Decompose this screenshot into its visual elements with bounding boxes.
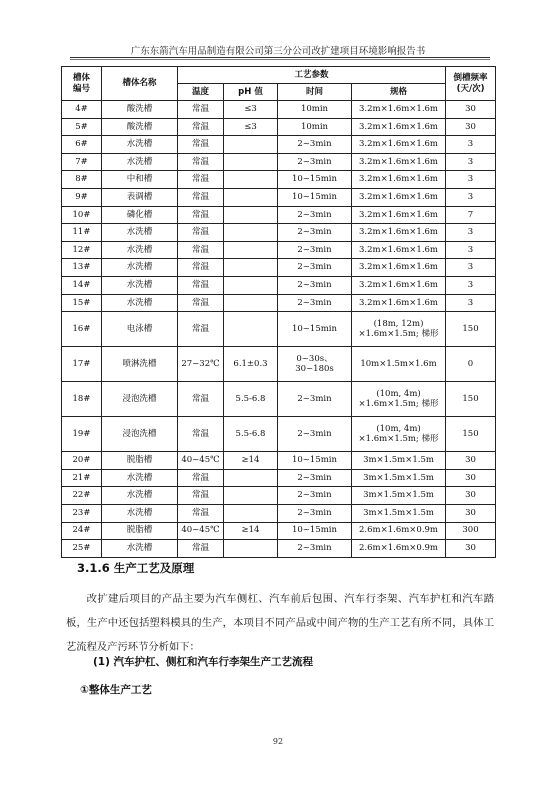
cell-time: 2~3min	[278, 206, 352, 224]
cell-tank-no: 16#	[62, 312, 102, 347]
cell-tank-name: 水洗槽	[102, 259, 178, 277]
cell-spec: 3m×1.5m×1.5m	[352, 469, 446, 487]
cell-ph	[224, 206, 278, 224]
cell-time: 10~15min	[278, 171, 352, 189]
cell-temperature: 常温	[178, 276, 224, 294]
table-row	[62, 504, 496, 522]
cell-time: 2~3min	[278, 382, 352, 417]
cell-tank-no: 24#	[62, 522, 102, 540]
subheading-overall-process: ①整体生产工艺	[80, 684, 152, 696]
cell-tank-name: 水洗槽	[102, 136, 178, 154]
cell-frequency: 30	[446, 469, 496, 487]
cell-tank-no: 22#	[62, 487, 102, 505]
cell-time: 2~3min	[278, 417, 352, 452]
cell-spec: 3.2m×1.6m×1.6m	[352, 259, 446, 277]
col-header-spec: 规格	[352, 84, 446, 101]
cell-spec: 3.2m×1.6m×1.6m	[352, 276, 446, 294]
cell-temperature: 常温	[178, 224, 224, 242]
col-header-time: 时间	[278, 84, 352, 101]
table-row	[62, 224, 496, 242]
cell-frequency: 30	[446, 118, 496, 136]
cell-ph: ≤3	[224, 101, 278, 119]
cell-tank-name: 酸洗槽	[102, 101, 178, 119]
cell-tank-name: 水洗槽	[102, 469, 178, 487]
cell-frequency: 3	[446, 224, 496, 242]
cell-spec: 3.2m×1.6m×1.6m	[352, 294, 446, 312]
cell-time: 2~3min	[278, 469, 352, 487]
cell-time: 2~3min	[278, 540, 352, 558]
cell-temperature: 常温	[178, 540, 224, 558]
cell-ph: ≥14	[224, 452, 278, 470]
cell-temperature: 常温	[178, 504, 224, 522]
page-number: 92	[272, 737, 284, 746]
cell-tank-name: 浸泡洗槽	[102, 417, 178, 452]
cell-tank-name: 水洗槽	[102, 224, 178, 242]
cell-frequency: 0	[446, 347, 496, 382]
cell-frequency: 30	[446, 487, 496, 505]
cell-ph: 5.5-6.8	[224, 382, 278, 417]
table-row	[62, 206, 496, 224]
table-row	[62, 259, 496, 277]
cell-ph: 5.5-6.8	[224, 417, 278, 452]
cell-temperature: 常温	[178, 118, 224, 136]
cell-tank-name: 脱脂槽	[102, 452, 178, 470]
cell-tank-no: 11#	[62, 224, 102, 242]
cell-tank-name: 水洗槽	[102, 504, 178, 522]
cell-tank-no: 23#	[62, 504, 102, 522]
cell-time: 10~15min	[278, 188, 352, 206]
cell-tank-no: 9#	[62, 188, 102, 206]
page-header-title: 广东东箭汽车用品制造有限公司第三分公司改扩建项目环境影响报告书	[130, 46, 426, 57]
cell-spec: (10m, 4m) ×1.6m×1.5m; 梯形	[352, 382, 446, 417]
cell-time: 0~30s、 30~180s	[278, 347, 352, 382]
cell-tank-name: 中和槽	[102, 171, 178, 189]
cell-temperature: 常温	[178, 312, 224, 347]
table-row	[62, 417, 496, 452]
subheading-process-flow: (1) 汽车护杠、侧杠和汽车行李架生产工艺流程	[93, 656, 314, 668]
paragraph-text: 改扩建后项目的产品主要为汽车侧杠、汽车前后包围、汽车行李架、汽车护杠和汽车踏板，生产中还包括塑料模具的生产，本项目不同产品或中间产物的生产工艺有所不同，具体工艺流程及产污环节分析如下：	[66, 593, 494, 653]
cell-tank-name: 水洗槽	[102, 153, 178, 171]
section-paragraph	[66, 587, 494, 659]
cell-time: 10min	[278, 118, 352, 136]
header-rule	[70, 57, 490, 58]
cell-tank-no: 21#	[62, 469, 102, 487]
cell-tank-no: 6#	[62, 136, 102, 154]
cell-tank-no: 10#	[62, 206, 102, 224]
cell-time: 2~3min	[278, 487, 352, 505]
process-parameter-table	[61, 66, 496, 558]
cell-temperature: 40~45℃	[178, 452, 224, 470]
table-row	[62, 276, 496, 294]
cell-frequency: 3	[446, 136, 496, 154]
section-heading: 3.1.6 生产工艺及原理	[77, 561, 195, 575]
cell-tank-no: 12#	[62, 241, 102, 259]
table-row	[62, 522, 496, 540]
cell-frequency: 3	[446, 241, 496, 259]
cell-ph	[224, 188, 278, 206]
cell-frequency: 3	[446, 153, 496, 171]
table-row	[62, 118, 496, 136]
cell-tank-name: 水洗槽	[102, 294, 178, 312]
cell-spec: 3.2m×1.6m×1.6m	[352, 241, 446, 259]
col-header-tank-no: 槽体 编号	[62, 67, 102, 101]
cell-ph	[224, 294, 278, 312]
cell-spec: 3.2m×1.6m×1.6m	[352, 136, 446, 154]
cell-tank-no: 7#	[62, 153, 102, 171]
cell-frequency: 3	[446, 276, 496, 294]
table-row	[62, 294, 496, 312]
cell-tank-no: 18#	[62, 382, 102, 417]
cell-temperature: 常温	[178, 382, 224, 417]
cell-time: 10~15min	[278, 522, 352, 540]
cell-spec: 3.2m×1.6m×1.6m	[352, 153, 446, 171]
cell-tank-name: 浸泡洗槽	[102, 382, 178, 417]
table-row	[62, 101, 496, 119]
cell-tank-name: 水洗槽	[102, 540, 178, 558]
cell-tank-name: 酸洗槽	[102, 118, 178, 136]
cell-spec: 3m×1.5m×1.5m	[352, 452, 446, 470]
cell-frequency: 3	[446, 171, 496, 189]
cell-temperature: 常温	[178, 487, 224, 505]
col-header-process-params: 工艺参数	[178, 67, 446, 84]
cell-ph	[224, 224, 278, 242]
cell-spec: (18m, 12m) ×1.6m×1.5m; 梯形	[352, 312, 446, 347]
cell-ph: 6.1±0.3	[224, 347, 278, 382]
cell-ph	[224, 487, 278, 505]
cell-tank-name: 磷化槽	[102, 206, 178, 224]
table-row	[62, 241, 496, 259]
cell-temperature: 40~45℃	[178, 522, 224, 540]
cell-time: 10min	[278, 101, 352, 119]
cell-ph	[224, 171, 278, 189]
cell-ph	[224, 469, 278, 487]
cell-tank-no: 5#	[62, 118, 102, 136]
cell-ph	[224, 259, 278, 277]
table-row	[62, 540, 496, 558]
cell-temperature: 常温	[178, 188, 224, 206]
cell-frequency: 3	[446, 259, 496, 277]
table-row	[62, 347, 496, 382]
cell-tank-name: 表调槽	[102, 188, 178, 206]
cell-ph: ≤3	[224, 118, 278, 136]
cell-time: 2~3min	[278, 504, 352, 522]
cell-tank-no: 13#	[62, 259, 102, 277]
cell-time: 2~3min	[278, 276, 352, 294]
cell-frequency: 150	[446, 417, 496, 452]
cell-frequency: 30	[446, 540, 496, 558]
cell-ph	[224, 540, 278, 558]
col-header-tank-name: 槽体名称	[102, 67, 178, 101]
table-row	[62, 487, 496, 505]
cell-tank-no: 17#	[62, 347, 102, 382]
cell-temperature: 常温	[178, 101, 224, 119]
table-row	[62, 312, 496, 347]
table-row	[62, 153, 496, 171]
cell-temperature: 常温	[178, 206, 224, 224]
cell-tank-no: 4#	[62, 101, 102, 119]
cell-temperature: 常温	[178, 469, 224, 487]
col-header-frequency: 倒槽频率 (天/次)	[446, 67, 496, 101]
col-header-temperature: 温度	[178, 84, 224, 101]
cell-temperature: 常温	[178, 241, 224, 259]
table-body	[62, 101, 496, 558]
cell-spec: (10m, 4m) ×1.6m×1.5m; 梯形	[352, 417, 446, 452]
cell-tank-name: 脱脂槽	[102, 522, 178, 540]
cell-spec: 2.6m×1.6m×0.9m	[352, 540, 446, 558]
cell-temperature: 27~32℃	[178, 347, 224, 382]
cell-tank-name: 水洗槽	[102, 276, 178, 294]
table-row	[62, 171, 496, 189]
cell-spec: 3.2m×1.6m×1.6m	[352, 171, 446, 189]
cell-spec: 3.2m×1.6m×1.6m	[352, 206, 446, 224]
cell-time: 2~3min	[278, 241, 352, 259]
cell-ph	[224, 153, 278, 171]
cell-ph	[224, 241, 278, 259]
table-row	[62, 382, 496, 417]
cell-tank-no: 25#	[62, 540, 102, 558]
cell-spec: 10m×1.5m×1.6m	[352, 347, 446, 382]
cell-spec: 3.2m×1.6m×1.6m	[352, 224, 446, 242]
cell-frequency: 7	[446, 206, 496, 224]
cell-tank-no: 8#	[62, 171, 102, 189]
cell-time: 2~3min	[278, 136, 352, 154]
table-row	[62, 469, 496, 487]
cell-temperature: 常温	[178, 153, 224, 171]
cell-time: 10~15min	[278, 312, 352, 347]
cell-tank-no: 20#	[62, 452, 102, 470]
cell-tank-name: 喷淋洗槽	[102, 347, 178, 382]
cell-ph	[224, 312, 278, 347]
cell-time: 2~3min	[278, 153, 352, 171]
table-row	[62, 188, 496, 206]
cell-frequency: 150	[446, 382, 496, 417]
cell-tank-name: 水洗槽	[102, 241, 178, 259]
table-row	[62, 452, 496, 470]
cell-spec: 3.2m×1.6m×1.6m	[352, 118, 446, 136]
cell-spec: 3.2m×1.6m×1.6m	[352, 188, 446, 206]
cell-tank-no: 19#	[62, 417, 102, 452]
cell-ph	[224, 136, 278, 154]
cell-time: 2~3min	[278, 259, 352, 277]
cell-time: 2~3min	[278, 224, 352, 242]
cell-frequency: 30	[446, 452, 496, 470]
cell-temperature: 常温	[178, 417, 224, 452]
cell-frequency: 3	[446, 188, 496, 206]
cell-temperature: 常温	[178, 294, 224, 312]
cell-tank-name: 电泳槽	[102, 312, 178, 347]
cell-time: 2~3min	[278, 294, 352, 312]
cell-tank-no: 14#	[62, 276, 102, 294]
cell-ph	[224, 504, 278, 522]
cell-ph	[224, 276, 278, 294]
cell-ph: ≥14	[224, 522, 278, 540]
cell-temperature: 常温	[178, 171, 224, 189]
cell-frequency: 3	[446, 294, 496, 312]
table-row	[62, 136, 496, 154]
cell-frequency: 150	[446, 312, 496, 347]
cell-spec: 3m×1.5m×1.5m	[352, 504, 446, 522]
cell-frequency: 30	[446, 504, 496, 522]
cell-temperature: 常温	[178, 259, 224, 277]
cell-time: 10~15min	[278, 452, 352, 470]
cell-frequency: 300	[446, 522, 496, 540]
cell-temperature: 常温	[178, 136, 224, 154]
cell-spec: 3m×1.5m×1.5m	[352, 487, 446, 505]
header-rule-thin	[70, 59, 490, 60]
cell-tank-name: 水洗槽	[102, 487, 178, 505]
cell-spec: 2.6m×1.6m×0.9m	[352, 522, 446, 540]
cell-spec: 3.2m×1.6m×1.6m	[352, 101, 446, 119]
cell-frequency: 30	[446, 101, 496, 119]
col-header-ph: pH 值	[224, 84, 278, 101]
cell-tank-no: 15#	[62, 294, 102, 312]
